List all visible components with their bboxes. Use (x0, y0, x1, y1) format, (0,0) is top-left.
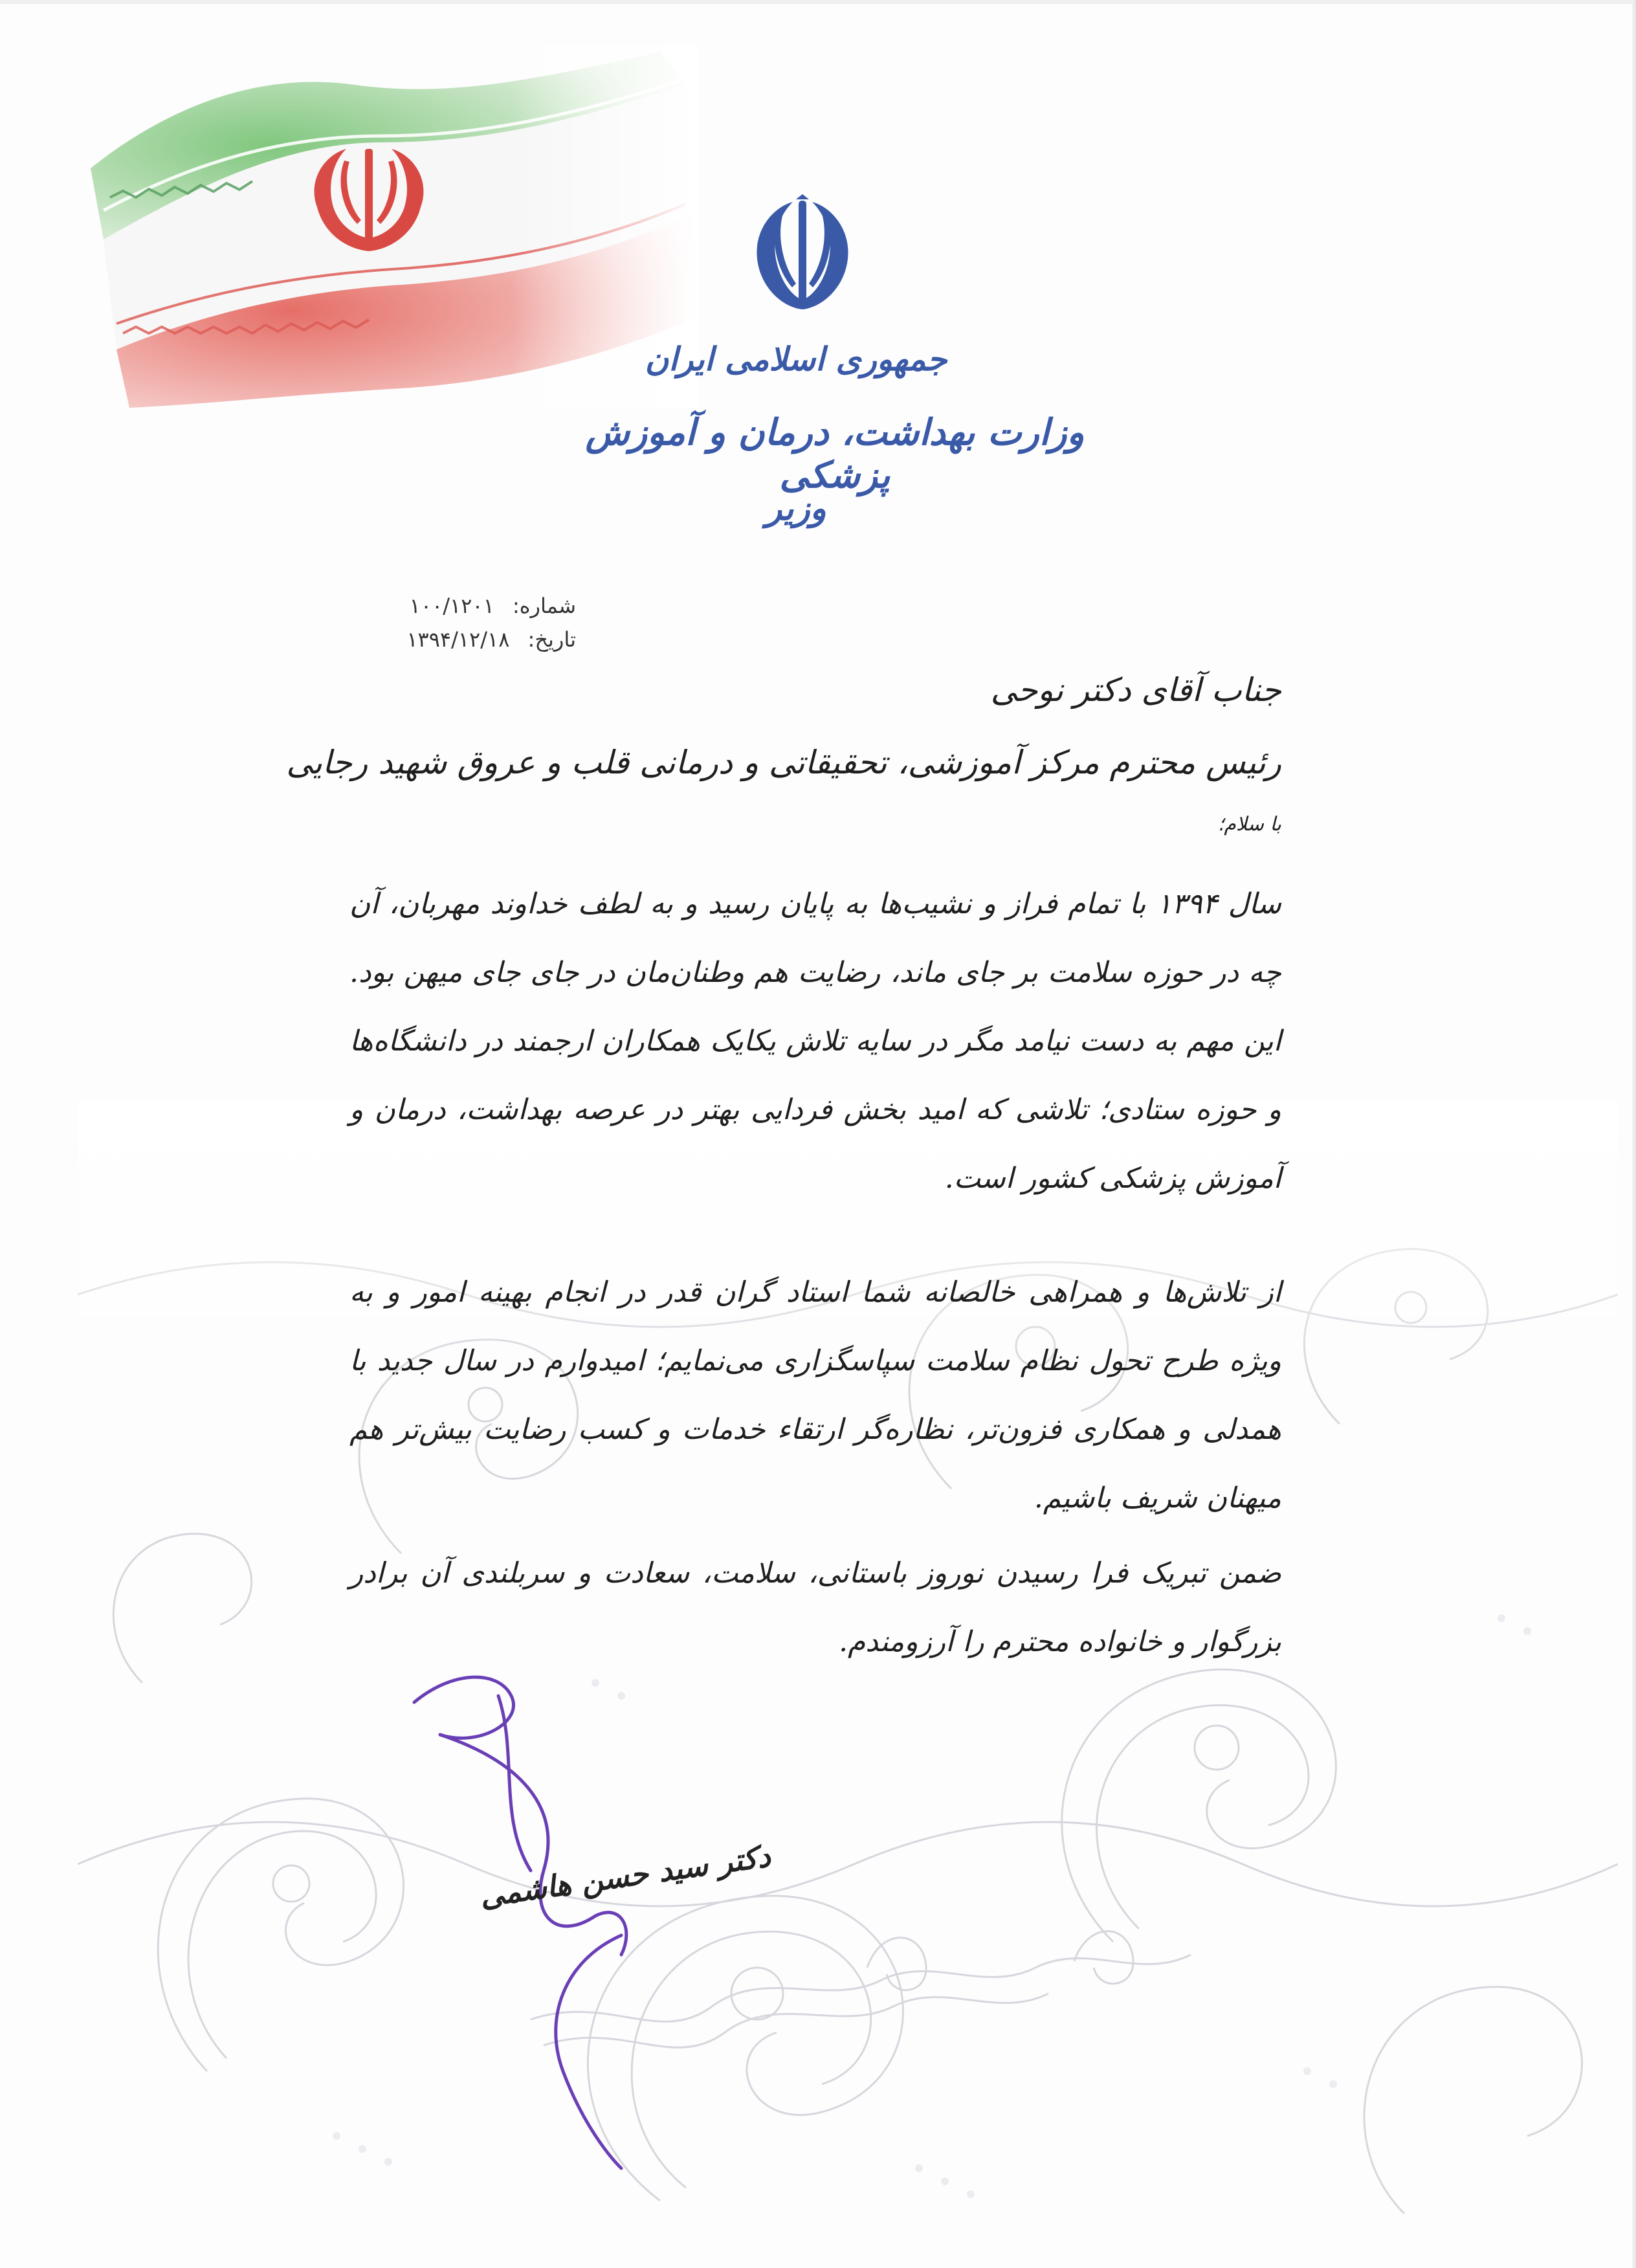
letter-date-value: ۱۳۹۴/۱۲/۱۸ (406, 627, 510, 652)
letter-meta (362, 589, 576, 667)
signer-name: دکتر سید حسن هاشمی (478, 1838, 773, 1914)
letter-paragraph-2: از تلاش‌ها و همراهی خالصانه شما استاد گران قدر در انجام بهینه امور و به ویژه طرح تحول نظام سلامت سپاسگزاری می‌نمایم؛ امیدوارم در سال جدید با همدلی و همکاری فزون‌تر، نظاره‌گر ارتقاء خدمات و کسب رضایت بیش‌تر هم میهنان شریف باشیم. (349, 1276, 1281, 1515)
letter-date-row (362, 623, 576, 656)
republic-title: جمهوری اسلامی ایران (645, 340, 947, 378)
letter-number-value: ۱۰۰/۱۲۰۱ (409, 594, 494, 618)
letter-number-row (362, 589, 576, 623)
salutation: با سلام؛ (1217, 813, 1281, 836)
letterhead (550, 194, 1133, 557)
addressee-name: جناب آقای دکتر نوحی (990, 671, 1281, 709)
paper-edge-top (0, 0, 1636, 4)
letter-body (286, 667, 1282, 1676)
addressee-title: رئیس محترم مرکز آموزشی، تحقیقاتی و درمانی قلب و عروق شهید رجایی (286, 744, 1281, 781)
letter-paragraph-1: سال ۱۳۹۴ با تمام فراز و نشیب‌ها به پایان رسید و به لطف خداوند مهربان، آن چه در حوزه سلامت بر جای ماند، رضایت هم وطنان‌مان در جای جای میهن بود. این مهم به دست نیامد مگر در سایه تلاش یکایک همکاران ارجمند در دانشگاه‌ها و حوزه ستادی؛ تلاشی که امید بخش فردایی بهتر در عرصه بهداشت، درمان و آموزش پزشکی کشور است. (349, 887, 1282, 1195)
letter-number-label: شماره: (512, 594, 576, 618)
letter-date-label: تاریخ: (527, 627, 576, 652)
letter-paragraph-3: ضمن تبریک فرا رسیدن نوروز باستانی، سلامت، سعادت و سربلندی آن برادر بزرگوار و خانواده محترم را آرزومندم. (349, 1557, 1281, 1658)
ministry-title: وزارت بهداشت، درمان و آموزش پزشکی (585, 411, 1085, 496)
iran-emblem-icon (738, 194, 867, 324)
handwritten-signature (349, 1657, 712, 2175)
office-title: وزیر (766, 489, 826, 528)
paper-edge-right (1632, 0, 1636, 2268)
